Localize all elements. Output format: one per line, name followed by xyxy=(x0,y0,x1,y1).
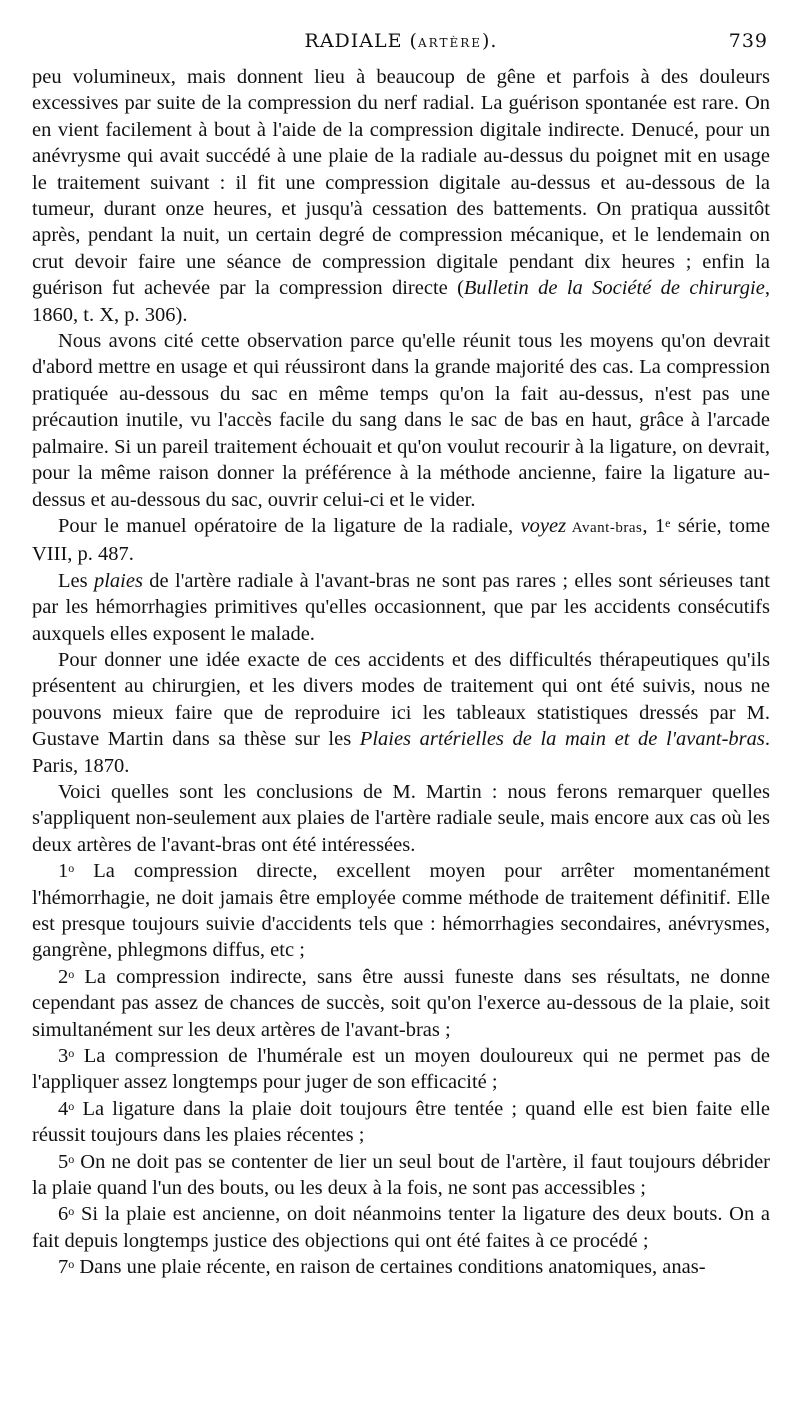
text-run: . Paris, 1870. xyxy=(32,728,770,777)
paragraph-p3 xyxy=(32,513,770,568)
text-run: , 1 xyxy=(642,514,666,537)
text-run: 5 xyxy=(58,1150,69,1173)
text-run: , 1860, t. X, p. 306). xyxy=(32,277,770,326)
italic-text: Bulletin de la Société de chirurgie xyxy=(463,277,765,300)
paragraph-p1 xyxy=(32,64,770,328)
text-run: Nous avons cité cette observation parce qu'elle réunit tous les moyens qu'on devrait d'abord mettre en usage et qui réussiront dans la grande majorité des cas. La compression pratiquée au-dessous du sac en même temps qu'on la fait au-dessus, n'est pas une précaution inutile, vu l'accès facile du sang dans le sac de bas en haut, grâce à l'arcade palmaire. Si un pareil traitement échouait et qu'on voulut recourir à la ligature, on devrait, pour la même raison donner la préférence à la méthode ancienne, faire la ligature au-dessus et au-dessous du sac, ouvrir celui-ci et le vider. xyxy=(32,330,770,511)
paragraph-p9 xyxy=(32,1043,770,1096)
running-title-small-caps: ARTÈRE xyxy=(417,36,483,50)
text-run: peu volumineux, mais donnent lieu à beaucoup de gêne et parfois à des douleurs excessives par suite de la compression du nerf radial. La guérison spontanée est rare. On en vient facilement à bout à l'aide de la compression digitale indirecte. Denucé, pour un anévrysme qui avait succédé à une plaie de la radiale au-dessus du poignet mit en usage le traitement suivant : il fit une compression digitale au-dessus et au-dessous de la tumeur, durant onze heures, et jusqu'à cessation des battements. On pratiqua aussitôt après, pendant la nuit, un certain degré de compression mécanique, et le lendemain on crut devoir faire une séance de compression digitale pendant dix heures ; enfin la guérison fut achevée par la compression directe ( xyxy=(32,66,770,300)
superscript-text: o xyxy=(68,1257,75,1272)
text-run: de l'artère radiale à l'avant-bras ne sont pas rares ; elles sont sérieuses tant par les hémorrhagies primitives qu'elles occasionnent, que par les accidents consécutifs auxquels elles exposent le malade. xyxy=(32,569,770,645)
superscript-text: o xyxy=(68,1046,75,1061)
italic-text: Plaies artérielles de la main et de l'avant-bras xyxy=(359,728,765,751)
text-run: Pour le manuel opératoire de la ligature de la radiale, xyxy=(58,514,521,537)
running-title xyxy=(32,30,770,52)
text-run: 2 xyxy=(58,965,69,988)
paragraph-p4 xyxy=(32,568,770,647)
text-run: La compression indirecte, sans être aussi funeste dans ses résultats, ne donne cependant pas assez de chances de succès, soit qu'on l'exerce au-dessous de la plaie, soit simultanément sur les deux artères de l'avant-bras ; xyxy=(32,965,770,1041)
paragraph-p2 xyxy=(32,328,770,513)
superscript-text: o xyxy=(68,861,75,876)
text-run: série, tome VIII, p. 487. xyxy=(32,514,771,566)
text-run: La ligature dans la plaie doit toujours être tentée ; quand elle est bien faite elle réussit toujours dans les plaies récentes ; xyxy=(32,1097,770,1147)
text-run: 7 xyxy=(58,1256,69,1279)
text-run: La compression directe, excellent moyen pour arrêter momentanément l'hémorrhagie, ne doit jamais être employée comme méthode de traitement définitif. Elle est presque toujours suivie d'accidents tels que : hémorrhagies secondaires, anévrysmes, gangrène, phlegmons diffus, etc ; xyxy=(32,860,770,962)
text-run: Voici quelles sont les conclusions de M. Martin : nous ferons remarquer quelles s'appliquent non-seulement aux plaies de l'artère radiale seule, mais encore aux cas où les deux artères de l'avant-bras ont été intéressées. xyxy=(32,780,770,856)
paragraph-p11 xyxy=(32,1149,770,1202)
body-text xyxy=(32,64,770,1281)
superscript-text: o xyxy=(68,1098,75,1113)
text-run: 6 xyxy=(58,1203,69,1226)
paragraph-p10 xyxy=(32,1096,770,1149)
running-head xyxy=(32,28,770,64)
text-run: Si la plaie est ancienne, on doit néanmoins tenter la ligature des deux bouts. On a fait depuis longtemps justice des objections qui ont été faites à ce procédé ; xyxy=(32,1203,770,1252)
paragraph-p6 xyxy=(32,779,770,858)
paragraph-p12 xyxy=(32,1201,770,1254)
italic-text: voyez xyxy=(520,514,567,537)
paragraph-p7 xyxy=(32,858,770,964)
running-title-main: RADIALE ( xyxy=(304,30,418,52)
small-caps-text: Avant-bras xyxy=(566,519,643,536)
text-run: 3 xyxy=(58,1045,69,1068)
text-run: 1 xyxy=(58,860,69,883)
paragraph-p13 xyxy=(32,1254,770,1280)
text-run: 4 xyxy=(58,1097,69,1120)
text-run: Pour donner une idée exacte de ces accidents et des difficultés thérapeutiques qu'ils présentent au chirurgien, et les divers modes de traitement qui ont été suivis, nous ne pouvons mieux faire que de reproduire ici les tableaux statistiques dressés par M. Gustave Martin dans sa thèse sur les xyxy=(32,648,770,751)
running-title-end: ). xyxy=(482,30,498,52)
text-run: Dans une plaie récente, en raison de certaines conditions anatomiques, anas- xyxy=(74,1256,706,1279)
page-number: 739 xyxy=(728,30,768,52)
text-run: La compression de l'humérale est un moyen douloureux qui ne permet pas de l'appliquer assez longtemps pour juger de son efficacité ; xyxy=(32,1045,770,1094)
text-run: On ne doit pas se contenter de lier un seul bout de l'artère, il faut toujours débrider la plaie quand l'un des bouts, ou les deux à la fois, ne sont pas accessibles ; xyxy=(32,1150,770,1200)
text-run: Les xyxy=(58,569,94,592)
paragraph-p8 xyxy=(32,964,770,1043)
superscript-text: e xyxy=(665,515,671,530)
paragraph-p5 xyxy=(32,647,770,779)
superscript-text: o xyxy=(68,1151,75,1166)
superscript-text: o xyxy=(68,966,75,981)
superscript-text: o xyxy=(68,1204,75,1219)
italic-text: plaies xyxy=(93,569,143,592)
